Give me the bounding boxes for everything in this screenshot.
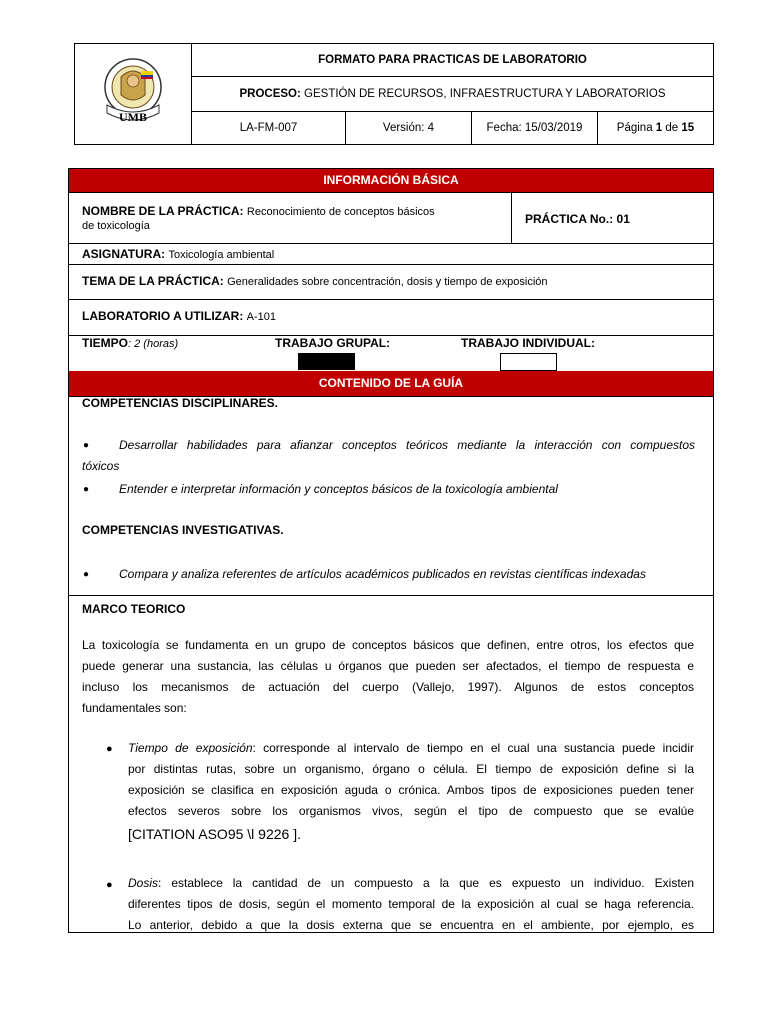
practice-name-line-1 — [82, 204, 435, 220]
subject-label: ASIGNATURA: — [82, 247, 166, 261]
dose-line-3: Lo anterior, debido a que la dosis externa que se encuentra en el ambiente, por ejemplo, es — [128, 918, 694, 932]
exposure-time-item — [128, 738, 694, 846]
time-row — [82, 336, 178, 352]
practice-form — [68, 168, 714, 933]
bullet-icon: ● — [83, 484, 90, 495]
individual-work-checkbox[interactable] — [500, 353, 557, 371]
document-title: FORMATO PARA PRACTICAS DE LABORATORIO — [192, 44, 714, 77]
page-number-cell — [598, 112, 714, 145]
theory-line-3: incluso los mecanismos de actuación del cuerpo (Vallejo, 1997). Algunos de estos conceptos — [82, 680, 694, 694]
page-number: 1 — [655, 122, 663, 134]
process-label: PROCESO: — [239, 88, 301, 100]
time-label: TIEMPO — [82, 336, 129, 350]
bullet-icon: ● — [106, 879, 113, 891]
dose-term: Dosis — [128, 876, 159, 890]
exposure-time-line-4: efectos severos sobre los organismos vivos, según el tipo de compuesto que se evalúe — [128, 804, 694, 818]
dose-line-1: : establece la cantidad de un compuesto a la que es expuesto un individuo. Existen — [158, 876, 694, 890]
exposure-time-line-1: : corresponde al intervalo de tiempo en el cual una sustancia puede incidir — [252, 741, 694, 755]
exposure-time-term: Tiempo de exposición — [128, 741, 253, 755]
document-header — [74, 43, 714, 145]
page-prefix: Página — [616, 122, 653, 134]
individual-work-label: TRABAJO INDIVIDUAL: — [461, 336, 595, 350]
topic-label: TEMA DE LA PRÁCTICA: — [82, 274, 224, 288]
document-date: Fecha: 15/03/2019 — [472, 112, 598, 145]
lab-value: A-101 — [246, 311, 277, 323]
logo-text: UMB — [119, 109, 147, 124]
lab-label: LABORATORIO A UTILIZAR: — [82, 309, 244, 323]
bullet-icon: ● — [106, 743, 113, 755]
dose-line-2: diferentes tipos de dosis, según el momento temporal de la exposición al cual se haga referencia. — [128, 897, 694, 911]
disciplinary-competencies-title: COMPETENCIAS DISCIPLINARES. — [82, 396, 279, 410]
practice-name-label: NOMBRE DE LA PRÁCTICA: — [82, 204, 244, 218]
subject-value: Toxicología ambiental — [168, 249, 275, 261]
disciplinary-item-1-line-2: tóxicos — [82, 459, 120, 473]
document-code: LA-FM-007 — [192, 112, 346, 145]
topic-row — [82, 274, 548, 290]
page-of: de — [665, 122, 679, 134]
research-item-1: Compara y analiza referentes de artículos académicos publicados en revistas científicas indexadas — [119, 567, 646, 581]
content-section-header: CONTENIDO DE LA GUÍA — [69, 371, 713, 396]
theory-title: MARCO TEORICO — [82, 602, 186, 616]
theory-line-1: La toxicología se fundamenta en un grupo de conceptos básicos que definen, entre otros, los efectos que — [82, 638, 694, 652]
lab-row — [82, 309, 276, 325]
logo-cell — [75, 44, 192, 145]
practice-name-value: Reconocimiento de conceptos básicos — [246, 206, 435, 218]
disciplinary-item-2: Entender e interpretar información y conceptos básicos de la toxicología ambiental — [119, 482, 558, 496]
exposure-time-line-2: por distintas rutas, sobre un organismo, órgano o célula. El tiempo de exposición define si la — [128, 762, 694, 776]
practice-name-line-2: de toxicología — [82, 220, 150, 232]
exposure-time-line-3: exposición se clasifica en exposición aguda o crónica. Ambos tipos de exposiciones pueden tener — [128, 783, 694, 797]
disciplinary-item-1-line-1: Desarrollar habilidades para afianzar conceptos teóricos mediante la interacción con compuestos — [119, 438, 695, 452]
bullet-icon: ● — [83, 440, 90, 451]
process-cell — [192, 77, 714, 112]
dose-item — [128, 873, 694, 936]
group-work-checkbox-marked[interactable] — [298, 353, 355, 370]
page-total: 15 — [681, 122, 695, 134]
bullet-icon: ● — [83, 569, 90, 580]
theory-line-4: fundamentales son: — [82, 701, 187, 715]
theory-paragraph — [82, 635, 694, 719]
document-version: Versión: 4 — [346, 112, 472, 145]
research-competencies-title: COMPETENCIAS INVESTIGATIVAS. — [82, 523, 284, 537]
subject-row — [82, 247, 274, 263]
theory-line-2: puede generar una sustancia, las células u órganos que pueden ser afectados, el tiempo de respuesta e — [82, 659, 694, 673]
practice-number: PRÁCTICA No.: 01 — [525, 212, 630, 226]
group-work-label: TRABAJO GRUPAL: — [275, 336, 391, 350]
process-value: GESTIÓN DE RECURSOS, INFRAESTRUCTURA Y LABORATORIOS — [304, 88, 666, 100]
topic-value: Generalidades sobre concentración, dosis y tiempo de exposición — [227, 276, 548, 288]
info-section-header: INFORMACIÓN BÁSICA — [69, 169, 713, 192]
time-value: : 2 (horas) — [128, 338, 179, 350]
citation-field: [CITATION ASO95 \l 9226 ]. — [128, 826, 301, 842]
university-seal-logo — [101, 55, 165, 131]
